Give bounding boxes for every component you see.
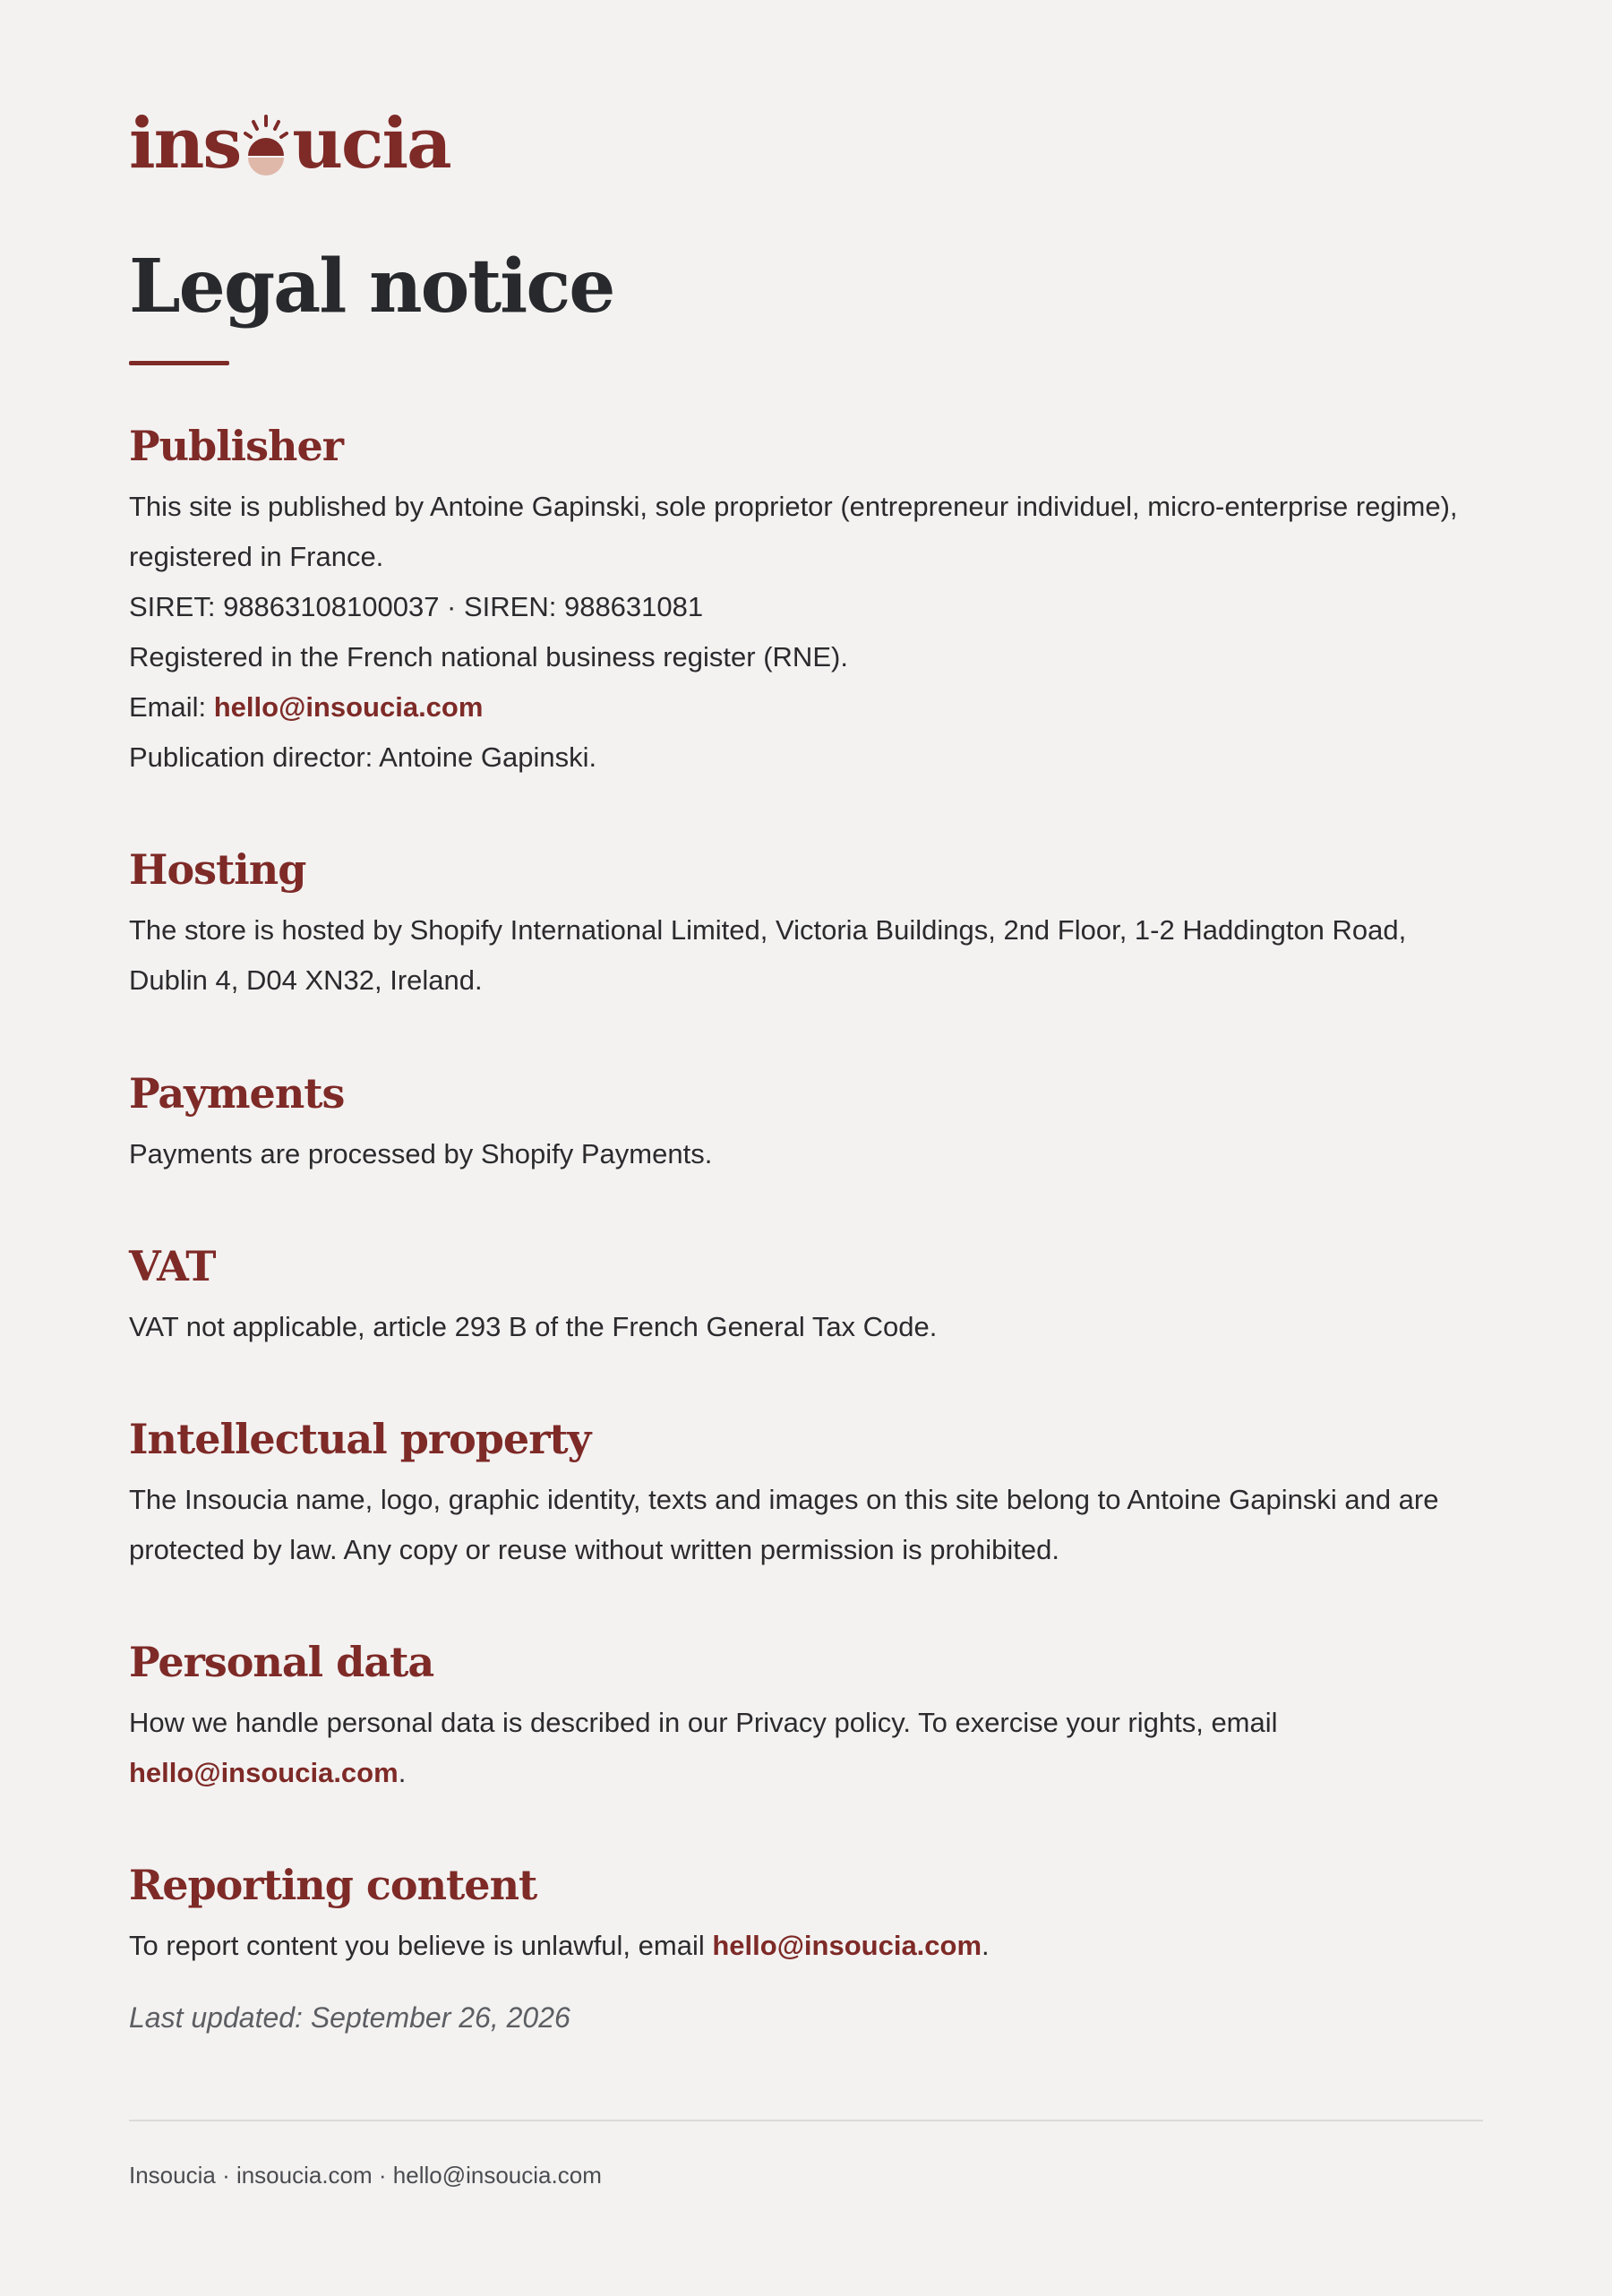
section-vat xyxy=(129,1239,1483,1352)
ip-body xyxy=(129,1475,1483,1575)
publisher-body xyxy=(129,482,1483,783)
ip-text: The Insoucia name, logo, graphic identity, texts and images on this site belong to Antoine Gapinski and are protected by law. Any copy or reuse without written permission is prohibited. xyxy=(129,1484,1439,1565)
title-underline xyxy=(129,361,229,365)
section-heading-hosting: Hosting xyxy=(129,845,306,894)
section-hosting xyxy=(129,843,1483,1006)
personal-data-body xyxy=(129,1698,1483,1798)
section-reporting-content xyxy=(129,1858,1483,1971)
sun-logo-icon xyxy=(242,107,290,179)
section-publisher xyxy=(129,419,1483,783)
section-heading-payments: Payments xyxy=(129,1069,345,1118)
footer-divider xyxy=(129,2120,1483,2121)
publisher-line-1: This site is published by Antoine Gapinski, sole proprietor (entrepreneur individuel, micro-enterprise regime), registered in France. xyxy=(129,491,1458,572)
reporting-suffix: . xyxy=(982,1930,990,1961)
page-title: Legal notice xyxy=(129,244,614,330)
logo-text-start: ins xyxy=(129,103,241,184)
section-heading-intellectual-property: Intellectual property xyxy=(129,1415,591,1463)
personal-data-email-link[interactable]: hello@insoucia.com xyxy=(129,1757,399,1788)
personal-data-suffix: . xyxy=(398,1757,407,1788)
vat-text: VAT not applicable, article 293 B of the French General Tax Code. xyxy=(129,1311,938,1342)
insoucia-logo[interactable] xyxy=(129,103,450,184)
publisher-email-link[interactable]: hello@insoucia.com xyxy=(213,691,484,723)
email-label: Email: xyxy=(129,691,214,723)
section-heading-personal-data: Personal data xyxy=(129,1638,434,1686)
section-payments xyxy=(129,1067,1483,1179)
section-heading-reporting-content: Reporting content xyxy=(129,1861,537,1909)
logo-text-end: ucia xyxy=(292,103,450,184)
publisher-email-line xyxy=(129,682,1483,732)
section-heading-publisher: Publisher xyxy=(129,422,343,470)
payments-text: Payments are processed by Shopify Payments. xyxy=(129,1138,713,1169)
publisher-line-5: Publication director: Antoine Gapinski. xyxy=(129,741,597,773)
vat-body xyxy=(129,1302,1483,1352)
section-personal-data xyxy=(129,1635,1483,1798)
publisher-line-3: Registered in the French national business register (RNE). xyxy=(129,641,848,673)
reporting-body xyxy=(129,1921,1483,1971)
reporting-email-link[interactable]: hello@insoucia.com xyxy=(712,1930,982,1961)
last-updated: Last updated: September 26, 2026 xyxy=(129,2001,570,2034)
publisher-line-2: SIRET: 98863108100037 · SIREN: 988631081 xyxy=(129,591,704,622)
payments-body xyxy=(129,1129,1483,1179)
section-intellectual-property xyxy=(129,1412,1483,1575)
section-heading-vat: VAT xyxy=(129,1242,216,1290)
personal-data-text xyxy=(129,1698,1483,1798)
reporting-text xyxy=(129,1921,1483,1971)
personal-data-sentence: How we handle personal data is described in our Privacy policy. To exercise your rights, email xyxy=(129,1707,1278,1738)
reporting-sentence: To report content you believe is unlawful, email xyxy=(129,1930,713,1961)
footer-text: Insoucia · insoucia.com · hello@insoucia.com xyxy=(129,2162,602,2189)
hosting-body xyxy=(129,905,1483,1006)
hosting-text: The store is hosted by Shopify International Limited, Victoria Buildings, 2nd Floor, 1-2 Haddington Road, Dublin 4, D04 XN32, Ireland. xyxy=(129,914,1407,996)
